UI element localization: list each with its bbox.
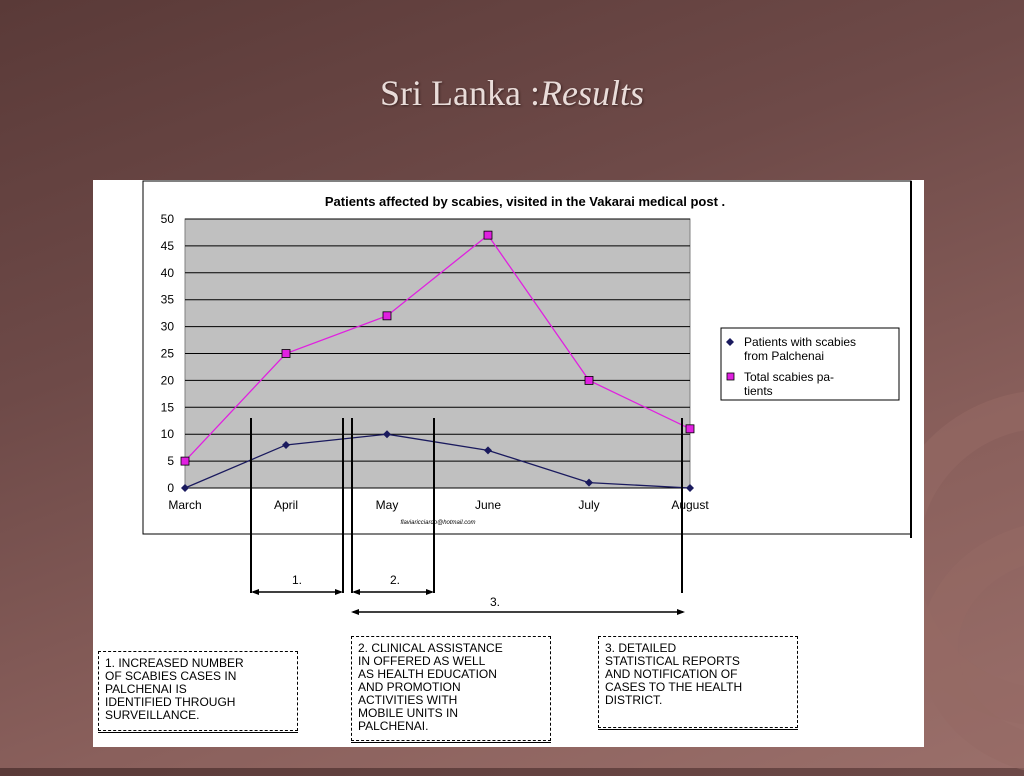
slide-title-italic: Results: [539, 73, 644, 113]
slide-title-main: Sri Lanka :: [380, 73, 540, 113]
x-tick-label: August: [671, 498, 709, 512]
note-line: 2. CLINICAL ASSISTANCE: [358, 641, 503, 655]
data-point: [585, 376, 593, 384]
x-tick-label: May: [375, 498, 399, 512]
note-3: [598, 636, 798, 728]
y-tick-label: 15: [160, 400, 174, 415]
note-line: AND PROMOTION: [358, 680, 461, 694]
note-line: DISTRICT.: [605, 693, 663, 707]
note-2-text: [358, 642, 544, 733]
note-line: AS HEALTH EDUCATION: [358, 667, 497, 681]
note-line: AND NOTIFICATION OF: [605, 667, 738, 681]
y-tick-label: 40: [160, 265, 174, 280]
period-label-1: 1.: [291, 573, 303, 587]
note-line: PALCHENAI IS: [105, 682, 187, 696]
note-3-text: [605, 642, 791, 707]
note-line: OF SCABIES CASES IN: [105, 669, 237, 683]
note-line: 3. DETAILED: [605, 641, 677, 655]
period-label-2: 2.: [389, 573, 401, 587]
period-label-3: 3.: [489, 595, 501, 609]
period-arrow-2-head: [426, 589, 434, 595]
period-arrow-3-head: [677, 609, 685, 615]
chart-title: Patients affected by scabies, visited in the Vakarai medical post .: [324, 194, 726, 209]
legend-label: Total scabies pa-: [744, 370, 835, 384]
data-point: [383, 312, 391, 320]
y-tick-label: 20: [160, 373, 174, 388]
y-tick-label: 45: [160, 238, 174, 253]
legend-label: tients: [744, 384, 773, 398]
x-tick-label: July: [578, 498, 600, 512]
slide-title: [0, 72, 1024, 114]
data-point: [282, 350, 290, 358]
x-tick-label: April: [273, 498, 299, 512]
data-point: [181, 457, 189, 465]
data-point: [686, 425, 694, 433]
y-tick-label: 50: [160, 212, 174, 226]
legend-label: from Palchenai: [744, 349, 825, 363]
period-arrow-2-head: [352, 589, 360, 595]
y-tick-label: 25: [160, 346, 174, 361]
note-1: [98, 651, 298, 731]
note-line: CASES TO THE HEALTH: [605, 680, 743, 694]
period-arrow-1-head: [251, 589, 259, 595]
legend-swatch: [727, 373, 734, 380]
note-line: MOBILE UNITS IN: [358, 706, 459, 720]
x-tick-label: June: [474, 498, 502, 512]
y-tick-label: 30: [160, 319, 174, 334]
note-2: [351, 636, 551, 741]
note-line: IN OFFERED AS WELL: [358, 654, 486, 668]
y-tick-label: 5: [167, 454, 174, 469]
note-line: 1. INCREASED NUMBER: [105, 656, 244, 670]
period-arrow-3-head: [351, 609, 359, 615]
x-tick-label: March: [168, 498, 202, 512]
legend-label: Patients with scabies: [744, 335, 857, 349]
y-tick-label: 10: [160, 427, 174, 442]
note-line: STATISTICAL REPORTS: [605, 654, 740, 668]
chart-panel: [93, 180, 924, 747]
note-line: SURVEILLANCE.: [105, 708, 200, 722]
note-line: IDENTIFIED THROUGH: [105, 695, 236, 709]
note-line: PALCHENAI.: [358, 719, 429, 733]
note-line: ACTIVITIES WITH: [358, 693, 458, 707]
watermark: flaviaricciardo@hotmail.com: [400, 520, 476, 526]
y-tick-label: 0: [167, 481, 174, 495]
period-arrow-1-head: [335, 589, 343, 595]
y-tick-label: 35: [160, 292, 174, 307]
data-point: [484, 231, 492, 239]
note-1-text: [105, 657, 291, 722]
